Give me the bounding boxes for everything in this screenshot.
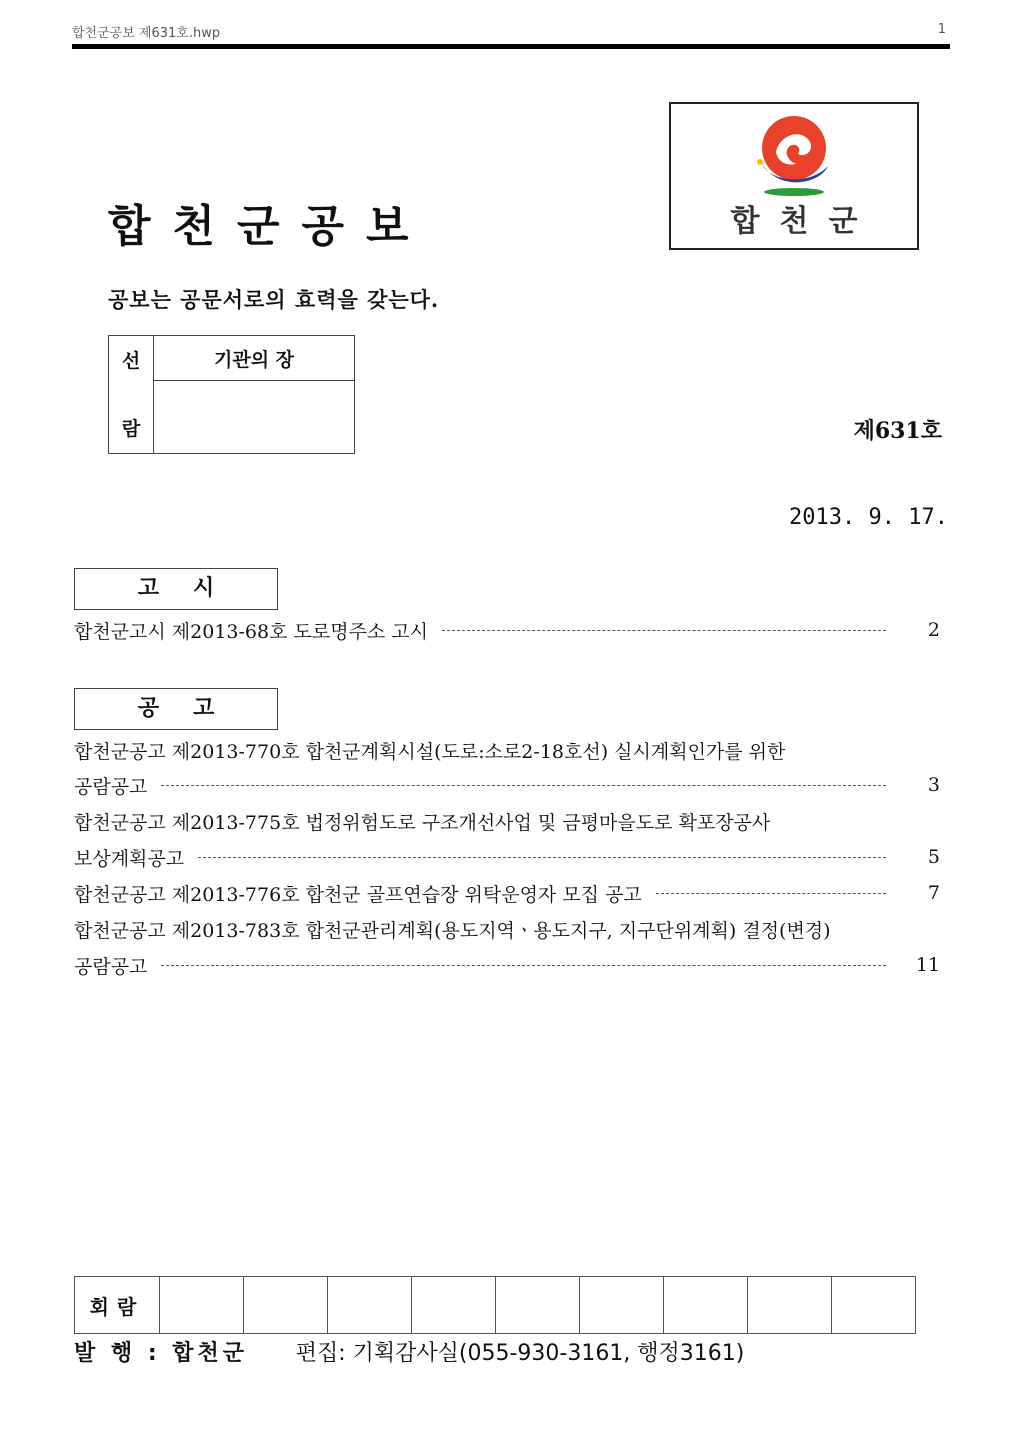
circulation-signature-cell xyxy=(496,1277,580,1334)
section-header-notice: 고시 xyxy=(74,568,278,610)
circulation-signature-cell xyxy=(328,1277,412,1334)
toc-page-number: 2 xyxy=(927,619,940,641)
document-filename: 합천군공보 제631호.hwp xyxy=(72,26,221,41)
emblem-red-circle xyxy=(762,116,826,180)
toc-leader xyxy=(656,893,886,894)
review-box xyxy=(108,335,355,454)
publication-footer xyxy=(74,1336,744,1367)
toc-entry[interactable] xyxy=(74,806,940,836)
review-signature-cell xyxy=(154,381,355,454)
toc-entry[interactable] xyxy=(74,914,940,944)
toc-entry-title: 합천군공고 제2013-776호 합천군 골프연습장 위탁운영자 모집 공고 xyxy=(74,883,642,906)
circulation-signature-cell xyxy=(160,1277,244,1334)
toc-page-number: 7 xyxy=(927,882,940,904)
toc-entry-title: 합천군공고 제2013-775호 법정위험도로 구조개선사업 및 금평마을도로 확포장공사 xyxy=(74,811,771,834)
toc-entry[interactable] xyxy=(74,615,940,645)
toc-entry-title: 공람공고 xyxy=(74,955,148,978)
toc-entry[interactable] xyxy=(74,878,940,908)
circulation-signature-cell xyxy=(832,1277,916,1334)
header-rule xyxy=(72,44,950,49)
review-side-bottom: 람 xyxy=(121,418,141,440)
toc-entry-continuation[interactable] xyxy=(74,950,940,980)
toc-page-number: 3 xyxy=(927,774,940,796)
toc-leader xyxy=(198,857,886,858)
circulation-signature-cell xyxy=(244,1277,328,1334)
footer-issuer: 발 행 : 합천군 xyxy=(74,1341,249,1366)
toc-entry[interactable] xyxy=(74,735,940,765)
toc-entry-continuation[interactable] xyxy=(74,842,940,872)
gazette-title: 합천군공보 xyxy=(108,201,431,252)
emblem-green-base xyxy=(764,188,824,196)
county-logo-text: 합천군 xyxy=(730,204,878,239)
toc-entry-title: 합천군공고 제2013-770호 합천군계획시설(도로:소로2-18호선) 실시계획인가를 위한 xyxy=(74,740,786,763)
circulation-signature-cell xyxy=(748,1277,832,1334)
gazette-subtitle: 공보는 공문서로의 효력을 갖는다. xyxy=(108,287,440,312)
toc-leader xyxy=(442,630,886,631)
toc-page-number: 11 xyxy=(915,954,940,976)
county-emblem-icon xyxy=(740,112,844,202)
review-header: 기관의 장 xyxy=(154,336,355,381)
toc-entry-title: 합천군고시 제2013-68호 도로명주소 고시 xyxy=(74,620,429,643)
circulation-signature-cell xyxy=(664,1277,748,1334)
page-number: 1 xyxy=(937,22,946,37)
review-side-label xyxy=(109,336,154,454)
issue-date: 2013. 9. 17. xyxy=(789,505,948,530)
circulation-signature-cell xyxy=(580,1277,664,1334)
issue-number: 제631호 xyxy=(853,418,942,444)
circulation-table xyxy=(74,1276,916,1334)
circulation-signature-cell xyxy=(412,1277,496,1334)
toc-leader xyxy=(161,785,886,786)
circulation-label: 회람 xyxy=(75,1277,160,1334)
section-header-announcement: 공고 xyxy=(74,688,278,730)
toc-entry-title: 보상계획공고 xyxy=(74,847,185,870)
toc-entry-title: 공람공고 xyxy=(74,775,148,798)
review-side-top: 선 xyxy=(121,350,141,372)
toc-page-number: 5 xyxy=(927,846,940,868)
footer-editor: 편집: 기획감사실(055-930-3161, 행정3161) xyxy=(295,1341,745,1366)
toc-entry-continuation[interactable] xyxy=(74,770,940,800)
toc-entry-title: 합천군공고 제2013-783호 합천군관리계획(용도지역ㆍ용도지구, 지구단위계획) 결정(변경) xyxy=(74,919,831,942)
emblem-yellow-dot xyxy=(757,159,763,165)
toc-leader xyxy=(161,965,886,966)
